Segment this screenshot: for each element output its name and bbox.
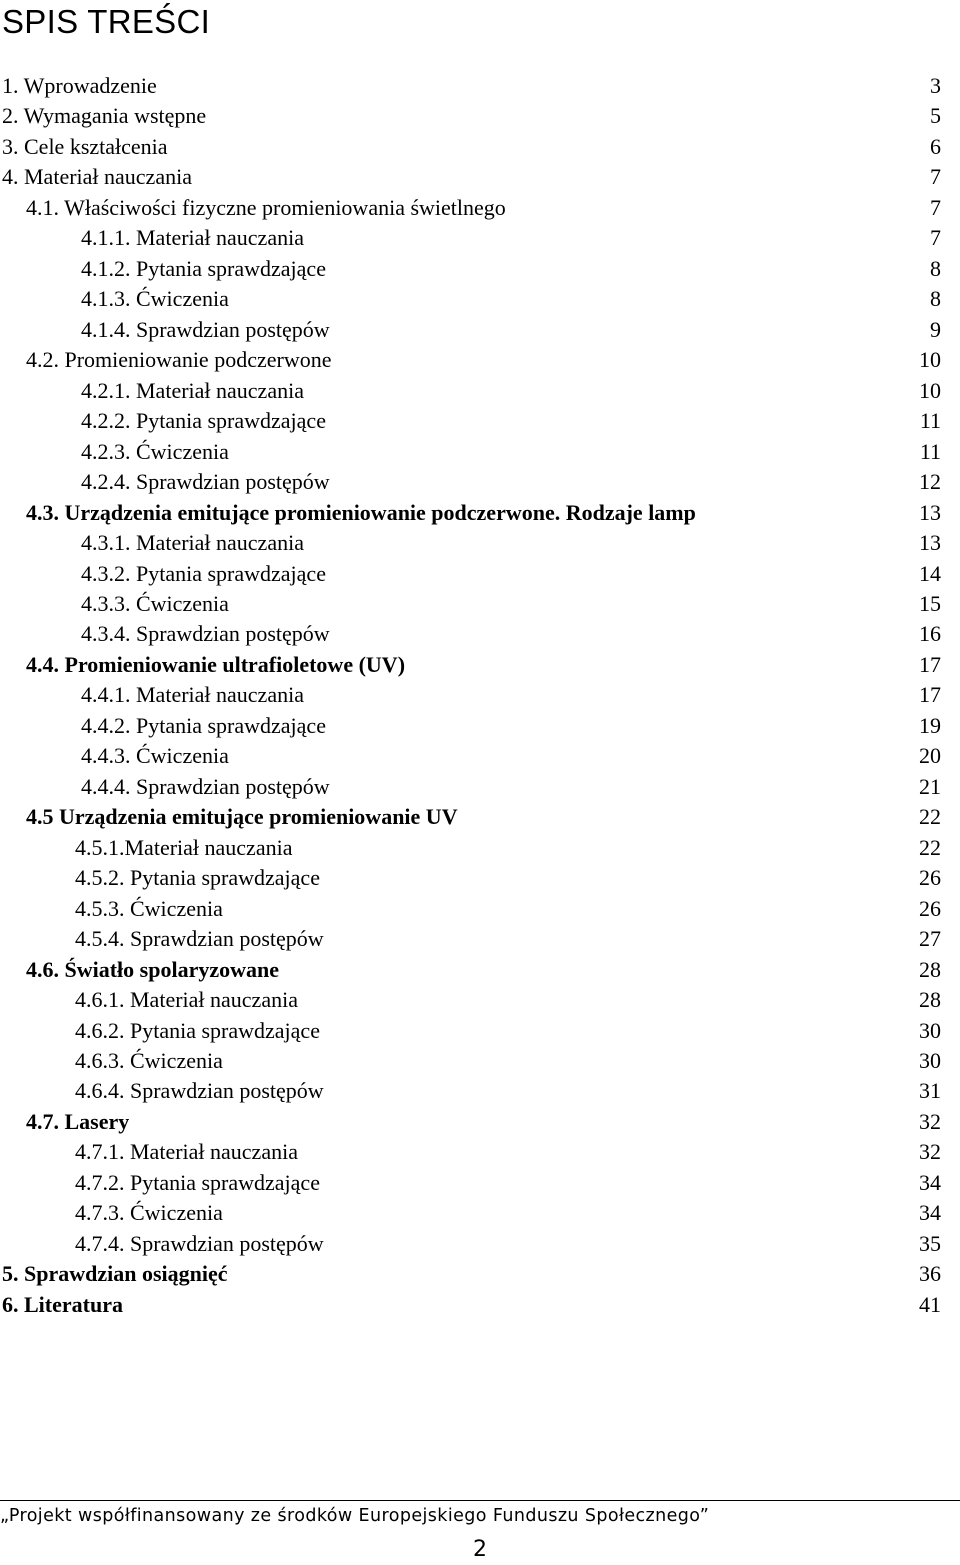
toc-entry-label: 3. Cele kształcenia [2,133,168,159]
toc-entry-page-number: 31 [919,1078,941,1104]
toc-entry-page-number: 13 [919,499,941,525]
toc-entry[interactable] [0,802,960,832]
toc-entry-page-number: 7 [930,194,941,220]
footer-divider [0,1500,960,1501]
toc-entry-page-number: 10 [919,347,941,373]
toc-entry-page-number: 20 [919,743,941,769]
toc-entry[interactable] [0,223,960,253]
toc-entry-page-number: 28 [919,987,941,1013]
toc-entry-label: 4.2.4. Sprawdzian postępów [81,469,330,495]
toc-entry[interactable] [0,528,960,558]
toc-entry-label: 4.5 Urządzenia emitujące promieniowanie UV [26,804,458,830]
toc-entry-page-number: 26 [919,865,941,891]
toc-entry-page-number: 16 [919,621,941,647]
toc-entry-label: 6. Literatura [2,1291,123,1317]
toc-entry-label: 4.5.4. Sprawdzian postępów [75,926,324,952]
toc-entry-page-number: 27 [919,926,941,952]
toc-entry[interactable] [0,1229,960,1259]
toc-entry[interactable] [0,1137,960,1167]
toc-entry-page-number: 11 [919,408,941,434]
toc-entry-page-number: 22 [919,834,941,860]
toc-entry-label: 4.5.3. Ćwiczenia [75,895,223,921]
toc-entry[interactable] [0,193,960,223]
toc-entry-page-number: 22 [919,804,941,830]
toc-entry-page-number: 6 [930,133,941,159]
toc-entry-label: 4.3.4. Sprawdzian postępów [81,621,330,647]
toc-entry[interactable] [0,619,960,649]
toc-entry[interactable] [0,650,960,680]
toc-entry-label: 4.1.1. Materiał nauczania [81,225,304,251]
toc-entry-label: 4.6.1. Materiał nauczania [75,987,298,1013]
toc-entry-label: 4.6.4. Sprawdzian postępów [75,1078,324,1104]
toc-entry-page-number: 10 [919,377,941,403]
toc-entry[interactable] [0,1290,960,1320]
toc-entry-label: 4.3.2. Pytania sprawdzające [81,560,326,586]
toc-entry[interactable] [0,924,960,954]
toc-entry-page-number: 21 [919,773,941,799]
toc-entry-label: 4.6.3. Ćwiczenia [75,1048,223,1073]
toc-entry-label: 4.3.3. Ćwiczenia [81,590,229,616]
toc-entry[interactable] [0,437,960,467]
toc-entry[interactable] [0,1198,960,1228]
toc-entry-page-number: 9 [930,316,941,342]
toc-entry-page-number: 11 [919,438,941,464]
toc-entry[interactable] [0,345,960,375]
toc-entry[interactable] [0,680,960,710]
toc-entry-page-number: 15 [919,590,941,616]
toc-entry[interactable] [0,101,960,131]
toc-entry[interactable] [0,71,960,101]
toc-entry-label: 4.3.1. Materiał nauczania [81,530,304,556]
toc-entry[interactable] [0,406,960,436]
toc-entry-label: 4.2.1. Materiał nauczania [81,377,304,403]
toc-entry-label: 4.7. Lasery [26,1108,130,1134]
toc-entry-label: 4.5.1.Materiał nauczania [75,834,293,860]
toc-entry-label: 4.6.2. Pytania sprawdzające [75,1017,320,1043]
toc-entry-page-number: 28 [919,956,941,982]
toc-entry-label: 4.2.3. Ćwiczenia [81,438,229,464]
toc-entry[interactable] [0,376,960,406]
toc-entry-label: 4. Materiał nauczania [2,164,192,190]
toc-entry-label: 2. Wymagania wstępne [2,103,207,129]
toc-entry[interactable] [0,254,960,284]
toc-entry-label: 4.4.2. Pytania sprawdzające [81,712,326,738]
toc-entry[interactable] [0,1016,960,1046]
toc-entry-label: 4.1.4. Sprawdzian postępów [81,316,330,342]
toc-entry[interactable] [0,162,960,192]
toc-entry[interactable] [0,1259,960,1289]
toc-entry-label: 4.1.3. Ćwiczenia [81,286,229,312]
toc-entry-label: 5. Sprawdzian osiągnięć [2,1261,228,1287]
toc-entry-label: 4.1. Właściwości fizyczne promieniowania świetlnego [26,194,506,220]
toc-entry[interactable] [0,132,960,162]
toc-entry[interactable] [0,498,960,528]
toc-entry[interactable] [0,1076,960,1106]
toc-entry[interactable] [0,741,960,771]
toc-entry-page-number: 17 [919,651,941,677]
toc-entry-page-number: 17 [919,682,941,708]
toc-entry-page-number: 36 [919,1261,941,1287]
toc-entry-page-number: 41 [919,1291,941,1317]
toc-entry-page-number: 8 [930,255,941,281]
toc-entry-page-number: 32 [919,1139,941,1165]
toc-entry-label: 4.1.2. Pytania sprawdzające [81,255,326,281]
toc-entry-label: 4.2. Promieniowanie podczerwone [26,347,332,373]
toc-entry-label: 4.5.2. Pytania sprawdzające [75,865,320,891]
page-number: 2 [473,1537,487,1562]
toc-entry-label: 4.2.2. Pytania sprawdzające [81,408,326,434]
toc-entry-page-number: 34 [919,1169,941,1195]
toc-entry[interactable] [0,284,960,314]
toc-entry-label: 4.3. Urządzenia emitujące promieniowanie podczerwone. Rodzaje lamp [26,499,696,525]
toc-entry[interactable] [0,772,960,802]
toc-entry[interactable] [0,1107,960,1137]
toc-entry[interactable] [0,894,960,924]
toc-entry[interactable] [0,955,960,985]
toc-entry[interactable] [0,315,960,345]
toc-entry[interactable] [0,711,960,741]
toc-entry-page-number: 30 [919,1017,941,1043]
toc-entry-page-number: 7 [930,225,941,251]
toc-entry-label: 4.4.3. Ćwiczenia [81,743,229,769]
toc-entry-page-number: 35 [919,1230,941,1256]
toc-entry-label: 1. Wprowadzenie [2,73,157,98]
toc-entry-page-number: 34 [919,1200,941,1226]
toc-entry[interactable] [0,985,960,1015]
toc-entry-page-number: 13 [919,530,941,556]
toc-entry-page-number: 19 [919,712,941,738]
toc-entry[interactable] [0,1168,960,1198]
toc-entry-page-number: 32 [919,1108,941,1134]
toc-entry[interactable] [0,1046,960,1076]
toc-entry-label: 4.4.1. Materiał nauczania [81,682,304,708]
toc-entry-label: 4.7.3. Ćwiczenia [75,1200,223,1226]
toc-entry-label: 4.7.4. Sprawdzian postępów [75,1230,324,1256]
toc-entry-label: 4.6. Światło spolaryzowane [26,956,279,982]
toc-entry-page-number: 30 [919,1048,941,1073]
toc-entry[interactable] [0,559,960,589]
toc-entry-label: 4.7.1. Materiał nauczania [75,1139,298,1165]
toc-entry-label: 4.4.4. Sprawdzian postępów [81,773,330,799]
footer-text: „Projekt współfinansowany ze środków Europejskiego Funduszu Społecznego” [0,1506,710,1526]
toc-entry-page-number: 5 [930,103,941,129]
toc-entry-label: 4.7.2. Pytania sprawdzające [75,1169,320,1195]
toc-entry-page-number: 8 [930,286,941,312]
toc-entry[interactable] [0,863,960,893]
toc-entry-page-number: 12 [919,469,941,495]
toc-entry-page-number: 7 [930,164,941,190]
toc-entry-page-number: 14 [919,560,941,586]
toc-entry[interactable] [0,467,960,497]
toc-entry-label: 4.4. Promieniowanie ultrafioletowe (UV) [26,651,406,677]
toc-entry[interactable] [0,589,960,619]
toc-entry-page-number: 26 [919,895,941,921]
page-title: SPIS TREŚCI [2,3,211,40]
table-of-contents [0,71,960,1320]
toc-entry[interactable] [0,833,960,863]
toc-entry-page-number: 3 [930,73,941,98]
